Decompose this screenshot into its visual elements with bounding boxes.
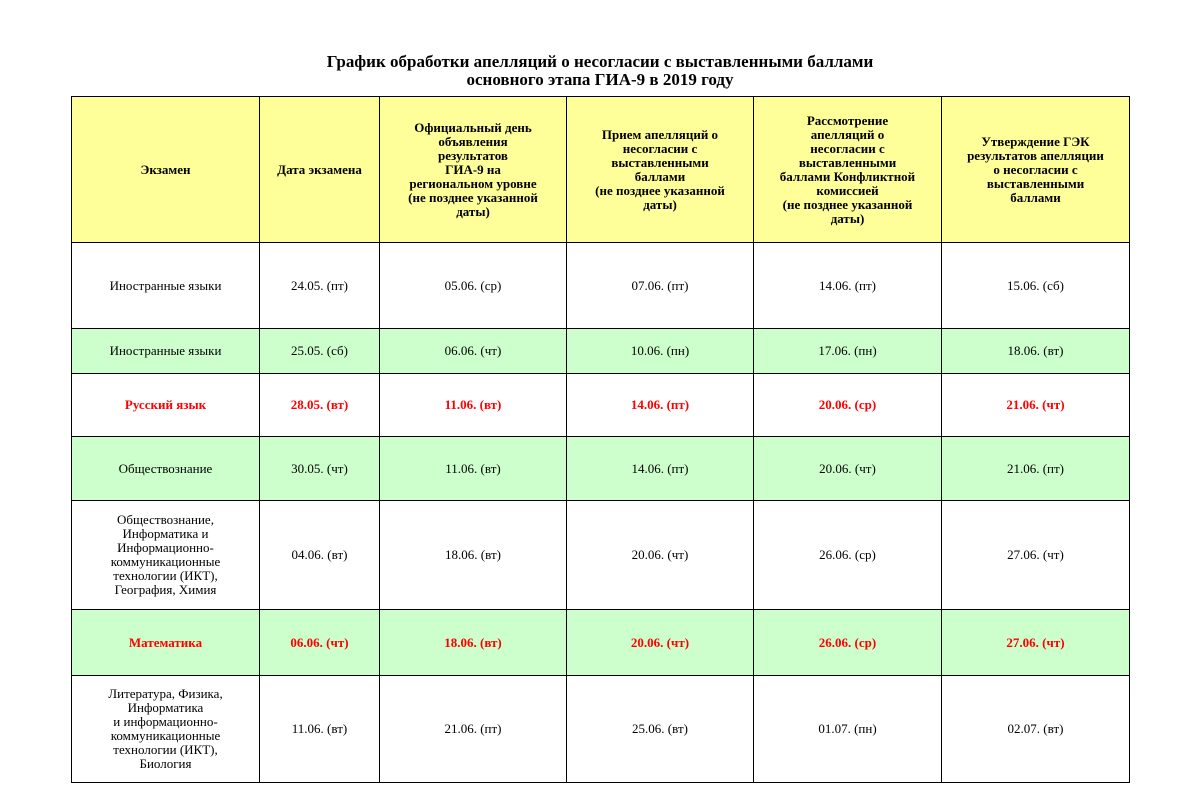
table-row (72, 437, 1130, 501)
header-line: несогласии с (810, 140, 885, 156)
cell-exam (72, 676, 260, 783)
exam-line: коммуникационные (110, 554, 221, 569)
header-line: баллами (1010, 189, 1061, 205)
cell-gek-approval: 21.06. (чт) (942, 374, 1130, 437)
cell-gek-approval: 27.06. (чт) (942, 501, 1130, 610)
cell-appeal-acceptance: 25.06. (вт) (567, 676, 754, 783)
header-line: результатов апелляции (967, 147, 1104, 163)
cell-gek-approval: 15.06. (сб) (942, 243, 1130, 329)
header-line: несогласии с (622, 140, 698, 156)
cell-exam-date: 24.05. (пт) (260, 243, 380, 329)
header-appeal-acceptance (567, 97, 754, 243)
header-appeal-review (754, 97, 942, 243)
header-line: выставленными (986, 175, 1085, 191)
cell-exam (72, 243, 260, 329)
exam-line: Биология (139, 756, 192, 771)
header-line: баллами (634, 168, 686, 184)
header-exam: Экзамен (72, 97, 260, 243)
exam-line: Информационно- (117, 540, 214, 555)
table-row (72, 329, 1130, 374)
exam-line: Информатика (127, 700, 204, 715)
header-line: даты) (456, 203, 490, 219)
cell-appeal-acceptance: 10.06. (пн) (567, 329, 754, 374)
header-line: ГИА-9 на (445, 161, 501, 177)
header-line: результатов (438, 147, 508, 163)
header-line: Утверждение ГЭК (981, 133, 1090, 149)
cell-exam-date: 06.06. (чт) (260, 610, 380, 676)
cell-results-day: 11.06. (вт) (380, 374, 567, 437)
cell-exam-date: 04.06. (вт) (260, 501, 380, 610)
cell-exam-date: 30.05. (чт) (260, 437, 380, 501)
exam-line: Иностранные языки (109, 343, 222, 358)
header-line: (не позднее указанной (408, 189, 538, 205)
cell-appeal-review: 14.06. (пт) (754, 243, 942, 329)
cell-results-day: 18.06. (вт) (380, 501, 567, 610)
exam-line: Информатика и (122, 526, 209, 541)
exam-line: География, Химия (114, 582, 217, 597)
cell-appeal-acceptance: 20.06. (чт) (567, 501, 754, 610)
table-row (72, 676, 1130, 783)
table-row (72, 374, 1130, 437)
appeals-schedule-table (71, 96, 1130, 783)
header-line: (не позднее указанной (782, 196, 913, 212)
cell-appeal-review: 26.06. (ср) (754, 610, 942, 676)
cell-gek-approval: 18.06. (вт) (942, 329, 1130, 374)
table-row (72, 243, 1130, 329)
header-line: апелляций о (810, 126, 885, 142)
cell-exam (72, 329, 260, 374)
cell-appeal-review: 01.07. (пн) (754, 676, 942, 783)
cell-exam-date: 11.06. (вт) (260, 676, 380, 783)
cell-appeal-acceptance: 14.06. (пт) (567, 437, 754, 501)
cell-results-day: 18.06. (вт) (380, 610, 567, 676)
cell-exam (72, 501, 260, 610)
exam-line: Литература, Физика, (108, 686, 223, 701)
header-line: комиссией (816, 182, 879, 198)
exam-line: и информационно- (113, 714, 218, 729)
header-line: Официальный день (414, 119, 532, 135)
exam-line: Обществознание, (117, 512, 214, 527)
header-row (72, 97, 1130, 243)
header-line: баллами Конфликтной (779, 168, 916, 184)
header-line: (не позднее указанной (595, 182, 725, 198)
cell-appeal-acceptance: 20.06. (чт) (567, 610, 754, 676)
cell-gek-approval: 02.07. (вт) (942, 676, 1130, 783)
header-line: выставленными (611, 154, 709, 170)
cell-gek-approval: 27.06. (чт) (942, 610, 1130, 676)
exam-line: Иностранные языки (109, 277, 222, 293)
cell-appeal-acceptance: 14.06. (пт) (567, 374, 754, 437)
header-line: даты) (643, 196, 677, 212)
exam-line: технологии (ИКТ), (113, 568, 218, 583)
cell-exam (72, 437, 260, 501)
cell-gek-approval: 21.06. (пт) (942, 437, 1130, 501)
table-row (72, 610, 1130, 676)
document-title (0, 53, 1200, 89)
cell-appeal-review: 26.06. (ср) (754, 501, 942, 610)
header-line: региональном уровне (409, 175, 537, 191)
table-row (72, 501, 1130, 610)
header-line: о несогласии с (993, 161, 1078, 177)
exam-line: Русский язык (124, 397, 207, 412)
cell-exam-date: 25.05. (сб) (260, 329, 380, 374)
cell-results-day: 06.06. (чт) (380, 329, 567, 374)
cell-results-day: 05.06. (ср) (380, 243, 567, 329)
exam-line: Обществознание (118, 460, 213, 476)
exam-line: технологии (ИКТ), (113, 742, 218, 757)
title-line-1: График обработки апелляций о несогласии с выставленными баллами (326, 52, 874, 71)
header-line: даты) (830, 210, 865, 226)
cell-appeal-review: 20.06. (ср) (754, 374, 942, 437)
cell-results-day: 11.06. (вт) (380, 437, 567, 501)
cell-results-day: 21.06. (пт) (380, 676, 567, 783)
header-results-day (380, 97, 567, 243)
cell-exam (72, 374, 260, 437)
cell-exam (72, 610, 260, 676)
exam-line: коммуникационные (110, 728, 221, 743)
cell-appeal-review: 20.06. (чт) (754, 437, 942, 501)
cell-appeal-acceptance: 07.06. (пт) (567, 243, 754, 329)
header-line: Прием апелляций о (601, 126, 719, 142)
header-line: Рассмотрение (806, 112, 889, 128)
title-line-2: основного этапа ГИА-9 в 2019 году (466, 70, 734, 89)
header-line: объявления (438, 133, 508, 149)
cell-exam-date: 28.05. (вт) (260, 374, 380, 437)
header-gek-approval (942, 97, 1130, 243)
header-line: выставленными (798, 154, 897, 170)
exam-line: Математика (128, 634, 203, 650)
header-exam-date: Дата экзамена (260, 97, 380, 243)
cell-appeal-review: 17.06. (пн) (754, 329, 942, 374)
